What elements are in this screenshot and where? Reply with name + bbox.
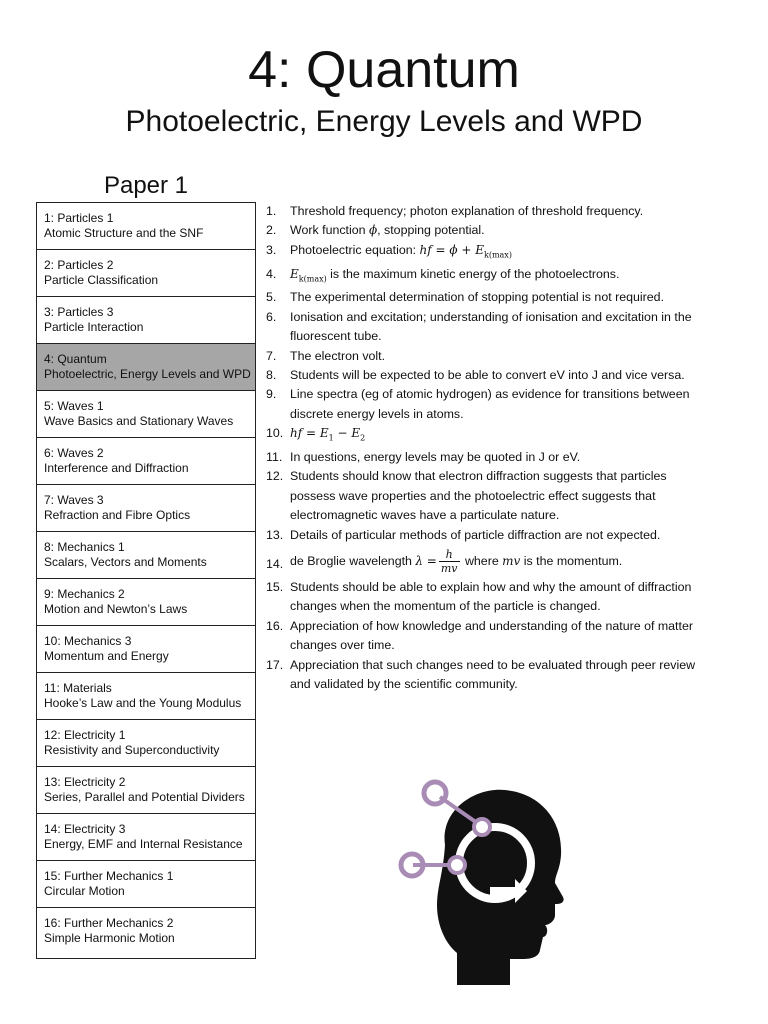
spec-item-6: 6. Ionisation and excitation; understanding of ionisation and excitation in the fluorescent tube.: [266, 309, 692, 344]
module-number-title: 14: Electricity 3: [44, 822, 126, 836]
module-item[interactable]: [37, 203, 255, 250]
spec-item-3: 3. Photoelectric equation: hf = $\phi + E_{k(max)}$: [266, 242, 512, 260]
module-number-title: 1: Particles 1: [44, 211, 114, 225]
module-number-title: 12: Electricity 1: [44, 728, 126, 742]
module-subtitle: Interference and Diffraction: [44, 461, 189, 475]
module-number-title: 15: Further Mechanics 1: [44, 869, 174, 883]
module-subtitle: Atomic Structure and the SNF: [44, 226, 204, 240]
wavelength-fraction: $\frac{h}{mv}$: [440, 548, 458, 576]
spec-item-14: 14. de Broglie wavelength λ = $\frac{h}{mv}$ where mv is the momentum.: [266, 548, 623, 576]
head-circuit-icon: [395, 775, 565, 990]
module-item[interactable]: [37, 579, 255, 626]
module-item[interactable]: [37, 908, 255, 958]
module-item[interactable]: [37, 673, 255, 720]
module-number-title: 9: Mechanics 2: [44, 587, 125, 601]
spec-item-1: 1. Threshold frequency; photon explanation of threshold frequency.: [266, 204, 644, 218]
module-subtitle: Circular Motion: [44, 884, 125, 898]
spec-item-11: 11. In questions, energy levels may be quoted in J or eV.: [266, 450, 581, 465]
module-item[interactable]: [37, 532, 255, 579]
node-left-inner: [449, 857, 465, 873]
module-subtitle: Photoelectric, Energy Levels and WPD: [44, 367, 251, 381]
module-item[interactable]: [37, 250, 255, 297]
module-number-title: 4: Quantum: [44, 352, 107, 366]
spec-item-16: 16. Appreciation of how knowledge and understanding of the nature of matter changes over time.: [266, 618, 693, 653]
module-subtitle: Momentum and Energy: [44, 649, 169, 663]
module-subtitle: Motion and Newton’s Laws: [44, 602, 188, 616]
module-subtitle: Energy, EMF and Internal Resistance: [44, 837, 243, 851]
module-subtitle: Particle Interaction: [44, 320, 144, 334]
module-subtitle: Scalars, Vectors and Moments: [44, 555, 207, 569]
module-subtitle: Series, Parallel and Potential Dividers: [44, 790, 245, 804]
module-number-title: 7: Waves 3: [44, 493, 104, 507]
module-number-title: 13: Electricity 2: [44, 775, 126, 789]
module-item[interactable]: [37, 391, 255, 438]
module-number-title: 11: Materials: [44, 681, 112, 695]
module-number-title: 2: Particles 2: [44, 258, 114, 272]
module-number-title: 10: Mechanics 3: [44, 634, 132, 648]
module-number-title: 5: Waves 1: [44, 399, 104, 413]
node-top-outer: [424, 782, 446, 804]
module-item[interactable]: [37, 720, 255, 767]
module-subtitle: Resistivity and Superconductivity: [44, 743, 220, 757]
spec-item-7: 7. The electron volt.: [266, 348, 386, 363]
module-number-title: 16: Further Mechanics 2: [44, 916, 174, 930]
spec-item-5: 5. The experimental determination of stopping potential is not required.: [266, 290, 665, 305]
module-item[interactable]: [37, 861, 255, 908]
module-subtitle: Hooke’s Law and the Young Modulus: [44, 696, 242, 710]
spec-item-4: 4. $E_{k(max)}$ is the maximum kinetic energy of the photoelectrons.: [266, 266, 620, 283]
module-number-title: 6: Waves 2: [44, 446, 104, 460]
spec-item-9: 9. Line spectra (eg of atomic hydrogen) as evidence for transitions between discrete energy levels in atoms.: [266, 387, 690, 421]
spec-item-12: 12. Students should know that electron diffraction suggests that particles possess wave properties and the photoelectric effect suggests that electromagnetic waves have a particulate nature.: [266, 469, 667, 523]
module-list: [36, 202, 256, 959]
paper-label: Paper 1: [103, 172, 189, 199]
spec-item-2: 2. Work function ϕ, stopping potential.: [266, 223, 485, 238]
page-subtitle: Photoelectric, Energy Levels and WPD: [125, 105, 643, 138]
spec-item-17: 17. Appreciation that such changes need to be evaluated through peer review and validated by the scientific community.: [266, 657, 696, 692]
module-item[interactable]: [37, 767, 255, 814]
node-top-inner: [474, 819, 490, 835]
module-subtitle: Wave Basics and Stationary Waves: [44, 414, 234, 428]
spec-item-15: 15. Students should be able to explain how and why the amount of diffraction changes when the momentum of the particle is changed.: [266, 580, 692, 614]
module-number-title: 8: Mechanics 1: [44, 540, 125, 554]
module-number-title: 3: Particles 3: [44, 305, 114, 319]
module-item[interactable]: [37, 438, 255, 485]
specification-list: [262, 202, 712, 695]
module-subtitle: Particle Classification: [44, 273, 159, 287]
module-subtitle: Simple Harmonic Motion: [44, 931, 175, 945]
module-item[interactable]: [37, 814, 255, 861]
spec-item-10: 10. hf = $E_1 - E_2$: [266, 426, 366, 443]
module-item[interactable]: [37, 297, 255, 344]
module-item[interactable]: [37, 344, 255, 391]
module-item[interactable]: [37, 485, 255, 532]
spec-item-8: 8. Students will be expected to be able to convert eV into J and vice versa.: [266, 368, 685, 383]
spec-item-13: 13. Details of particular methods of particle diffraction are not expected.: [266, 527, 661, 542]
module-item[interactable]: [37, 626, 255, 673]
page-title: 4: Quantum: [248, 41, 520, 99]
module-subtitle: Refraction and Fibre Optics: [44, 508, 191, 522]
